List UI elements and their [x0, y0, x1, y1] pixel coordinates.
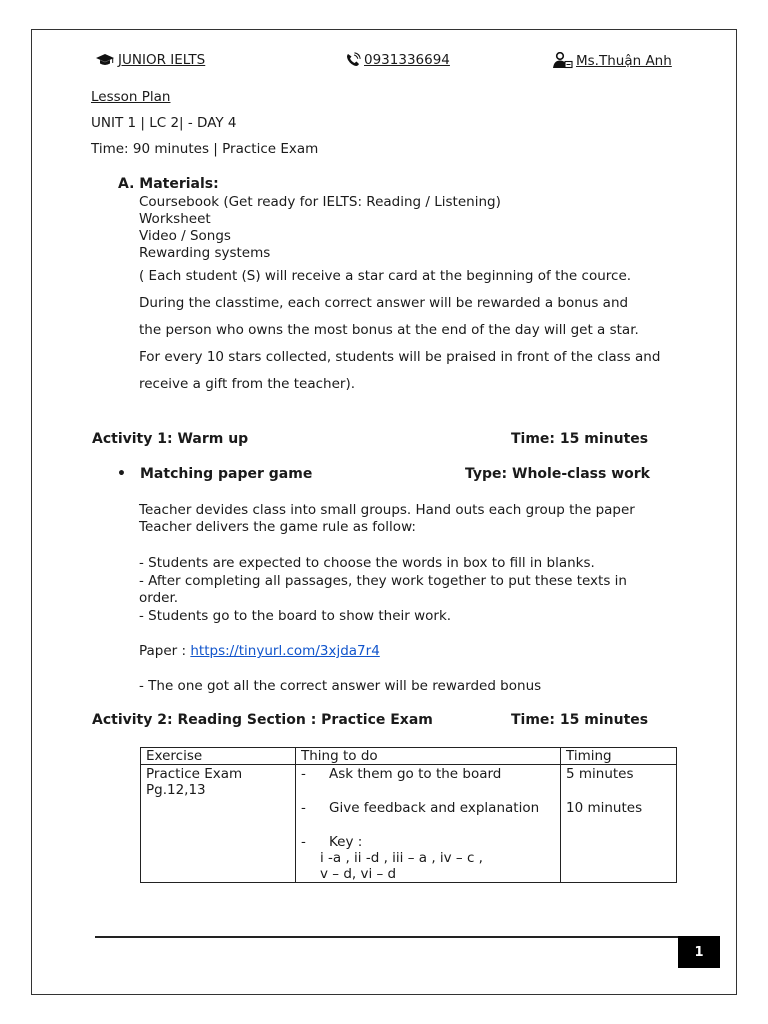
bullet-icon: • — [117, 466, 126, 482]
rule-line: order. — [139, 590, 179, 606]
table-header: Timing — [561, 748, 677, 765]
exercise-table — [140, 747, 677, 883]
rule-line: - Students go to the board to show their work. — [139, 607, 452, 624]
exercise-cell — [141, 765, 296, 883]
task-dash: - — [301, 766, 306, 782]
table-row — [141, 765, 677, 883]
brand-name: JUNIOR IELTS — [118, 52, 206, 68]
activity1-time: Time: 15 minutes — [511, 431, 649, 447]
timing-value: 10 minutes — [566, 800, 643, 816]
task-text: Give feedback and explanation — [329, 800, 540, 816]
table-header: Thing to do — [296, 748, 561, 765]
paper-line — [139, 643, 380, 659]
task-text: Ask them go to the board — [329, 766, 502, 782]
lesson-plan-title: Lesson Plan — [91, 89, 171, 105]
page-number: 1 — [678, 936, 720, 968]
materials-item: Rewarding systems — [139, 245, 271, 261]
rewarding-paragraph — [139, 263, 660, 398]
answer-key-line: i -a , ii -d , iii – a , iv – c , — [320, 850, 483, 866]
paragraph-line: ( Each student (S) will receive a star card at the beginning of the cource. — [139, 268, 632, 284]
header-teacher — [551, 52, 672, 70]
paragraph-line: receive a gift from the teacher). — [139, 376, 356, 392]
paragraph-line: For every 10 stars collected, students will be praised in front of the class and — [139, 349, 661, 365]
paragraph-line: the person who owns the most bonus at the end of the day will get a star. — [139, 322, 639, 338]
phone-icon — [345, 52, 361, 68]
rule-line: - Students are expected to choose the words in box to fill in blanks. — [139, 555, 595, 571]
task-text: Key : — [329, 834, 363, 850]
timing-cell — [561, 765, 677, 883]
materials-heading: A. Materials: — [118, 176, 219, 192]
activity1-closing: - The one got all the correct answer will be rewarded bonus — [139, 678, 542, 694]
exercise-pages: Pg.12,13 — [146, 782, 206, 798]
teacher-icon — [551, 52, 573, 70]
game-rules — [139, 555, 627, 625]
header-brand — [95, 52, 205, 68]
description-line: Teacher delivers the game rule as follow: — [139, 519, 416, 535]
table-header-row — [141, 748, 677, 765]
activity1-type: Type: Whole-class work — [465, 466, 650, 482]
answer-key — [301, 850, 555, 882]
task-dash: - — [301, 834, 306, 850]
activity1-title: Activity 1: Warm up — [92, 431, 249, 447]
task-item — [301, 800, 555, 834]
materials-item: Video / Songs — [139, 228, 231, 244]
tasks-cell — [296, 765, 561, 883]
task-item — [301, 834, 555, 850]
unit-line: UNIT 1 | LC 2| - DAY 4 — [91, 115, 237, 131]
footer-divider — [95, 936, 678, 938]
task-item — [301, 766, 555, 800]
time-line: Time: 90 minutes | Practice Exam — [91, 141, 319, 157]
exercise-name: Practice Exam — [146, 766, 243, 782]
materials-list — [139, 194, 501, 262]
activity1-bullet: Matching paper game — [140, 466, 313, 482]
materials-item: Worksheet — [139, 211, 211, 227]
activity2-title: Activity 2: Reading Section : Practice Exam — [92, 712, 433, 728]
paragraph-line: During the classtime, each correct answer will be rewarded a bonus and — [139, 295, 629, 311]
activity1-description — [139, 502, 635, 536]
description-line: Teacher devides class into small groups. Hand outs each group the paper — [139, 502, 635, 518]
header-phone — [345, 52, 450, 68]
rule-line: - After completing all passages, they work together to put these texts in — [139, 572, 627, 589]
paper-link[interactable]: https://tinyurl.com/3xjda7r4 — [190, 643, 380, 659]
paper-label: Paper : — [139, 643, 191, 659]
timing-value: 5 minutes — [566, 766, 634, 782]
teacher-name: Ms.Thuận Anh — [576, 53, 672, 69]
task-dash: - — [301, 800, 306, 816]
table-header: Exercise — [141, 748, 296, 765]
graduation-cap-icon — [95, 53, 115, 67]
activity2-time: Time: 15 minutes — [511, 712, 649, 728]
phone-number: 0931336694 — [364, 52, 450, 68]
answer-key-line: v – d, vi – d — [320, 866, 397, 882]
materials-item: Coursebook (Get ready for IELTS: Reading / Listening) — [139, 194, 501, 210]
